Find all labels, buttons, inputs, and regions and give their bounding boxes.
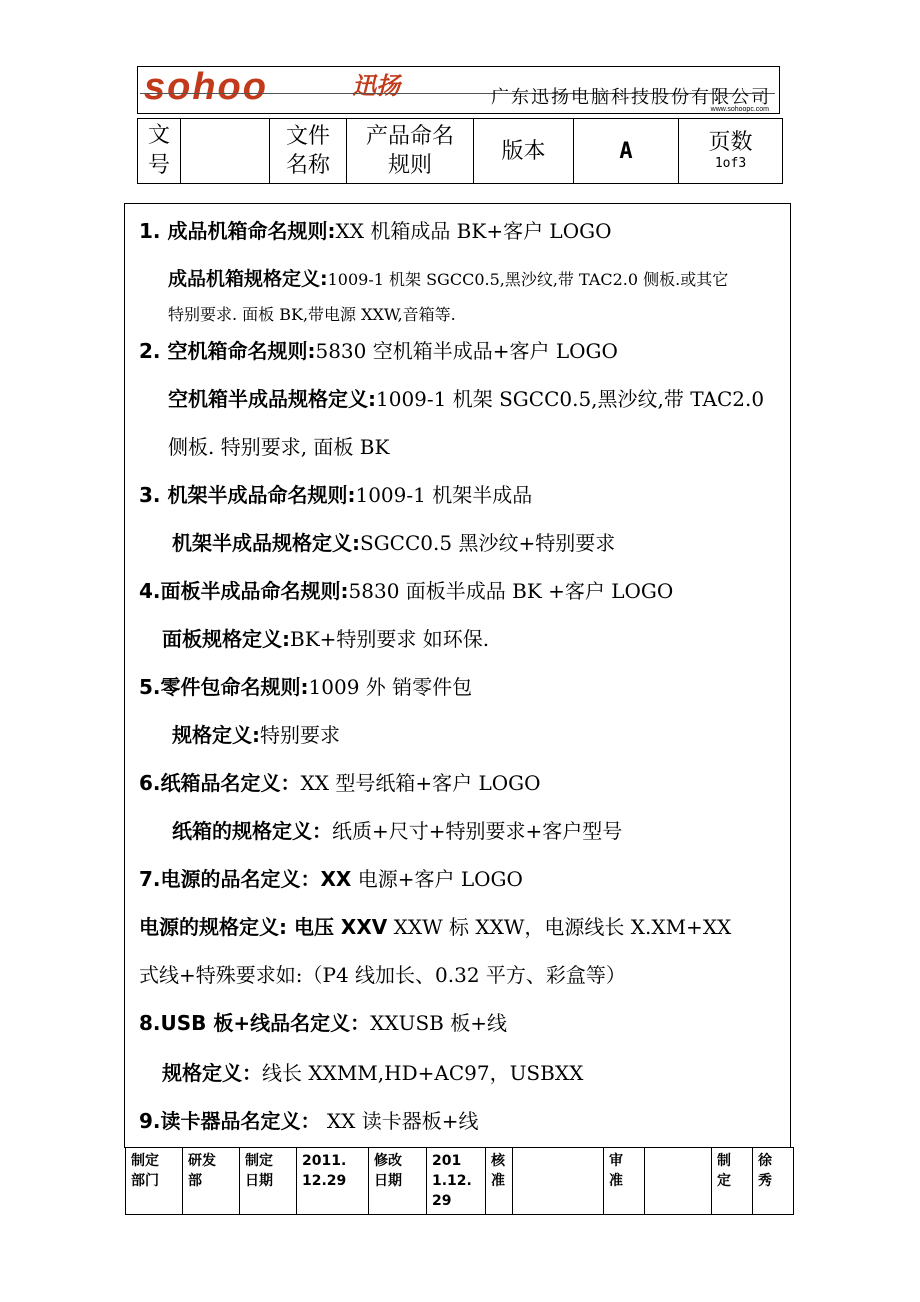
doc-no-value (181, 119, 270, 184)
rule-3: 3. 机架半成品命名规则:1009-1 机架半成品 (139, 483, 533, 507)
maker-value: 徐秀 (753, 1148, 794, 1215)
rule-2-spec-cont: 侧板. 特别要求, 面板 BK (168, 435, 390, 459)
rule-1-spec-cont: 特别要求. 面板 BK,带电源 XXW,音箱等. (168, 305, 456, 324)
rule-4: 4.面板半成品命名规则:5830 面板半成品 BK +客户 LOGO (139, 579, 674, 603)
mod-label: 修改日期 (369, 1148, 427, 1215)
rule-6-spec: 纸箱的规格定义：纸质+尺寸+特别要求+客户型号 (172, 819, 623, 843)
rule-9: 9.读卡器品名定义： XX 读卡器板+线 (139, 1109, 479, 1133)
logo-cn: 迅扬 (352, 72, 400, 100)
logo-en: sohoo (144, 66, 268, 108)
rule-5: 5.零件包命名规则:1009 外 销零件包 (139, 675, 473, 699)
date-value: 2011.12.29 (297, 1148, 369, 1215)
company-logo-banner (137, 66, 780, 114)
mod-value: 2011.12.29 (427, 1148, 486, 1215)
doc-no-label: 文号 (138, 119, 181, 184)
rule-3-spec: 机架半成品规格定义:SGCC0.5 黑沙纹+特别要求 (172, 531, 616, 555)
dept-value: 研发部 (183, 1148, 240, 1215)
rule-2-spec: 空机箱半成品规格定义:1009-1 机架 SGCC0.5,黑沙纹,带 TAC2.0 (168, 387, 765, 411)
company-name: 广东迅扬电脑科技股份有限公司 (491, 87, 771, 108)
company-website: www.sohoopc.com (710, 106, 769, 113)
pages-value: 1of3 (714, 156, 747, 171)
date-label: 制定日期 (240, 1148, 297, 1215)
document-info-table (137, 118, 783, 184)
rule-1: 1. 成品机箱命名规则:XX 机箱成品 BK+客户 LOGO (139, 219, 612, 243)
review-label: 审准 (604, 1148, 645, 1215)
rule-7: 7.电源的品名定义：XX 电源+客户 LOGO (139, 867, 523, 891)
rule-8: 8.USB 板+线品名定义：XXUSB 板+线 (139, 1011, 507, 1035)
file-name-value: 产品命名规则 (347, 119, 474, 184)
dept-label: 制定部门 (126, 1148, 183, 1215)
check-value (513, 1148, 604, 1215)
naming-rules-content (124, 203, 791, 1148)
rule-5-spec: 规格定义:特别要求 (172, 723, 340, 747)
maker-label: 制定 (712, 1148, 753, 1215)
rule-7-spec-cont: 式线+特殊要求如:（P4 线加长、0.32 平方、彩盒等） (139, 963, 626, 987)
version-value: A (574, 119, 679, 184)
rule-8-spec: 规格定义：线长 XXMM,HD+AC97，USBXX (162, 1061, 584, 1085)
approval-footer-table (125, 1147, 794, 1215)
pages-cell (679, 119, 783, 184)
file-name-label: 文件名称 (270, 119, 347, 184)
version-label: 版本 (474, 119, 574, 184)
rule-1-spec: 成品机箱规格定义:1009-1 机架 SGCC0.5,黑沙纹,带 TAC2.0 侧板.或其它 (168, 268, 729, 290)
check-label: 核准 (486, 1148, 513, 1215)
rule-2: 2. 空机箱命名规则:5830 空机箱半成品+客户 LOGO (139, 339, 618, 363)
review-value (645, 1148, 712, 1215)
pages-label: 页数 (708, 130, 753, 155)
rule-6: 6.纸箱品名定义：XX 型号纸箱+客户 LOGO (139, 771, 541, 795)
rule-7-spec: 电源的规格定义: 电压 XXV XXW 标 XXW，电源线长 X.XM+XX (139, 915, 732, 939)
rule-4-spec: 面板规格定义:BK+特别要求 如环保. (162, 627, 490, 651)
